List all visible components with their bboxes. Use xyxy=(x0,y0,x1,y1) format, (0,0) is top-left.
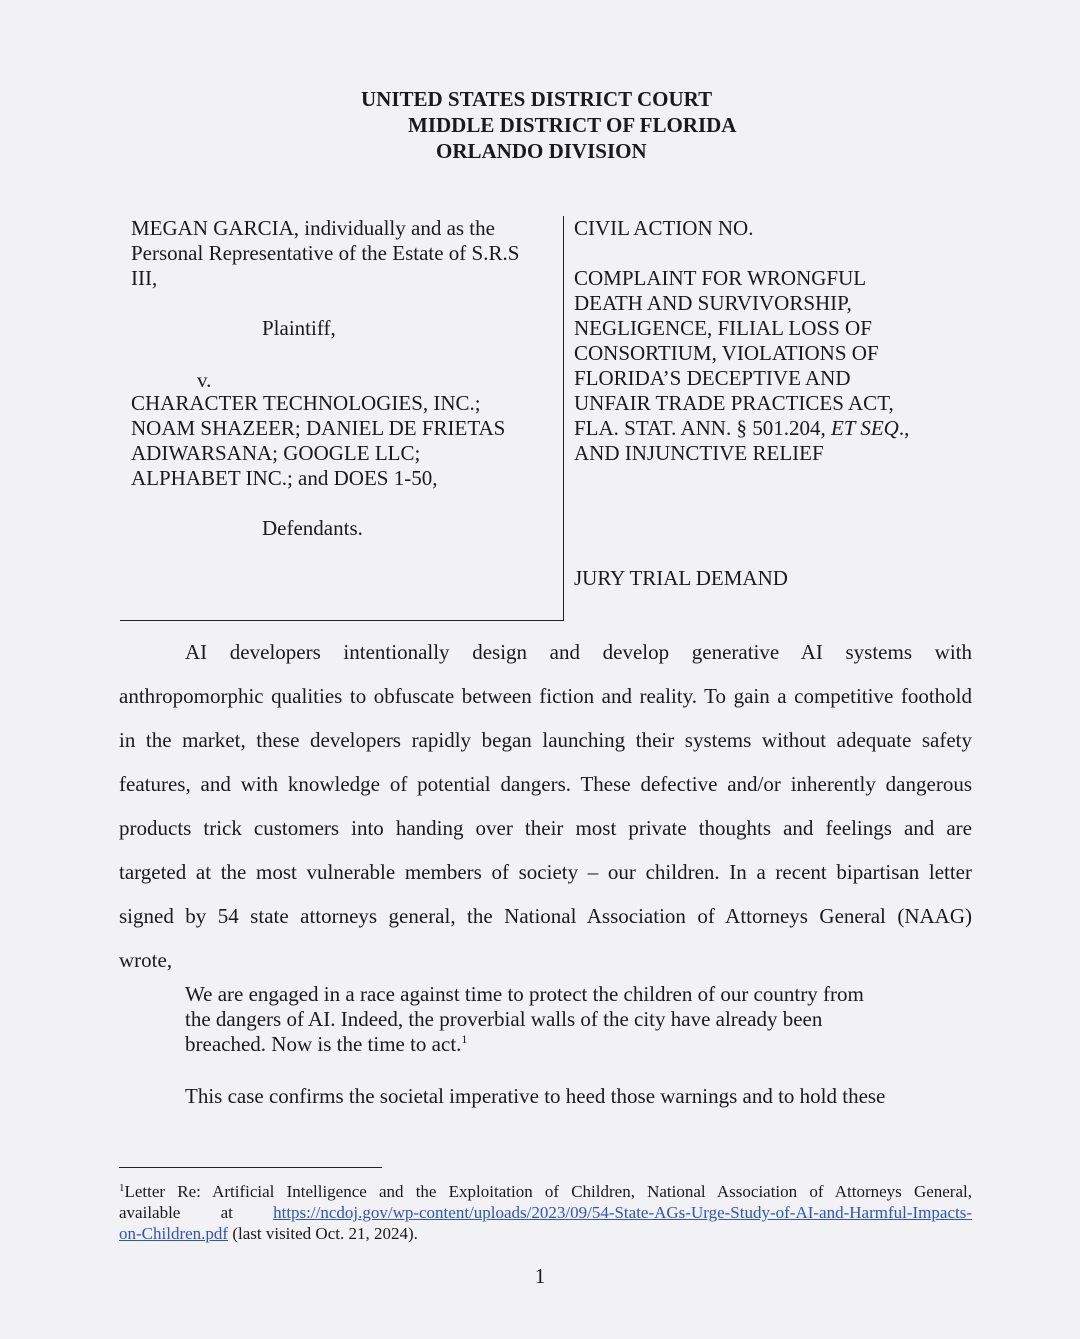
caption-divider-vertical xyxy=(563,216,564,620)
division-name: ORLANDO DIVISION xyxy=(436,139,647,163)
defendant-line: ADIWARSANA; GOOGLE LLC; xyxy=(131,441,421,465)
block-quote xyxy=(185,982,905,1057)
quote-line: the dangers of AI. Indeed, the proverbial walls of the city have already been xyxy=(185,1007,823,1031)
body-paragraph xyxy=(119,630,972,982)
statute-italic: ET SEQ xyxy=(830,416,899,440)
body-line: AI developers intentionally design and develop generative AI systems with xyxy=(185,640,972,664)
complaint-title-line: AND INJUNCTIVE RELIEF xyxy=(574,441,824,465)
versus-label: v. xyxy=(197,368,212,392)
complaint-title-line: COMPLAINT FOR WRONGFUL xyxy=(574,266,867,290)
defendant-line: NOAM SHAZEER; DANIEL DE FRIETAS xyxy=(131,416,506,440)
caption-parties xyxy=(131,216,551,541)
plaintiff-line: MEGAN GARCIA, individually and as the xyxy=(131,216,495,240)
footnote-marker: 1 xyxy=(119,1182,125,1194)
footnote-reference[interactable]: 1 xyxy=(461,1032,468,1046)
caption-case-info xyxy=(574,216,994,591)
statute-prefix: FLA. STAT. ANN. § 501.204, xyxy=(574,416,831,440)
caption-divider-horizontal xyxy=(120,620,564,621)
defendant-line: CHARACTER TECHNOLOGIES, INC.; xyxy=(131,391,481,415)
footnote xyxy=(119,1181,972,1244)
statute-citation xyxy=(574,416,994,441)
footnote-available-at: available at xyxy=(119,1203,233,1222)
footnote-line xyxy=(119,1223,972,1244)
footnote-link[interactable]: https://ncdoj.gov/wp-content/uploads/2023/09/54-State-AGs-Urge-Study-of-AI-and-Harmful-Impacts- xyxy=(273,1203,972,1222)
complaint-title-line: DEATH AND SURVIVORSHIP, xyxy=(574,291,852,315)
quote-line-text: breached. Now is the time to act. xyxy=(185,1032,462,1056)
body-line: features, and with knowledge of potential dangers. These defective and/or inherently dangerous xyxy=(119,772,972,796)
footnote-link-continued[interactable]: on-Children.pdf xyxy=(119,1224,229,1243)
body-line: in the market, these developers rapidly began launching their systems without adequate safety xyxy=(119,728,972,752)
quote-line-last xyxy=(185,1032,905,1057)
plaintiff-line: Personal Representative of the Estate of S.R.S xyxy=(131,241,520,265)
footnote-separator xyxy=(119,1167,382,1168)
district-name: MIDDLE DISTRICT OF FLORIDA xyxy=(408,113,737,137)
body-line: products trick customers into handing over their most private thoughts and feelings and are xyxy=(119,816,972,840)
complaint-title-line: FLORIDA’S DECEPTIVE AND xyxy=(574,366,851,390)
complaint-title-line: NEGLIGENCE, FILIAL LOSS OF xyxy=(574,316,872,340)
footnote-line xyxy=(119,1181,972,1202)
jury-trial-demand: JURY TRIAL DEMAND xyxy=(574,566,788,590)
plaintiff-label: Plaintiff, xyxy=(262,316,336,340)
complaint-title-line: UNFAIR TRADE PRACTICES ACT, xyxy=(574,391,894,415)
footnote-line xyxy=(119,1202,972,1223)
plaintiff-line: III, xyxy=(131,266,158,290)
body-line: signed by 54 state attorneys general, the National Association of Attorneys General (NAAG) xyxy=(119,904,972,928)
defendant-label: Defendants. xyxy=(262,516,363,540)
footnote-text: Letter Re: Artificial Intelligence and the Exploitation of Children, National Association of Attorneys General, xyxy=(124,1182,972,1201)
body-line: anthropomorphic qualities to obfuscate between fiction and reality. To gain a competitive foothold xyxy=(119,684,972,708)
body-line: targeted at the most vulnerable members of society – our children. In a recent bipartisan letter xyxy=(119,860,972,884)
court-name: UNITED STATES DISTRICT COURT xyxy=(361,87,713,111)
quote-line: We are engaged in a race against time to protect the children of our country from xyxy=(185,982,864,1006)
defendant-line: ALPHABET INC.; and DOES 1-50, xyxy=(131,466,438,490)
page-number: 1 xyxy=(534,1264,546,1288)
footnote-visited: (last visited Oct. 21, 2024). xyxy=(228,1224,418,1243)
civil-action-number: CIVIL ACTION NO. xyxy=(574,216,754,240)
statute-suffix: ., xyxy=(898,416,910,440)
complaint-title-line: CONSORTIUM, VIOLATIONS OF xyxy=(574,341,879,365)
body-line: wrote, xyxy=(119,948,173,972)
continuation-text: This case confirms the societal imperative to heed those warnings and to hold these xyxy=(185,1084,886,1108)
